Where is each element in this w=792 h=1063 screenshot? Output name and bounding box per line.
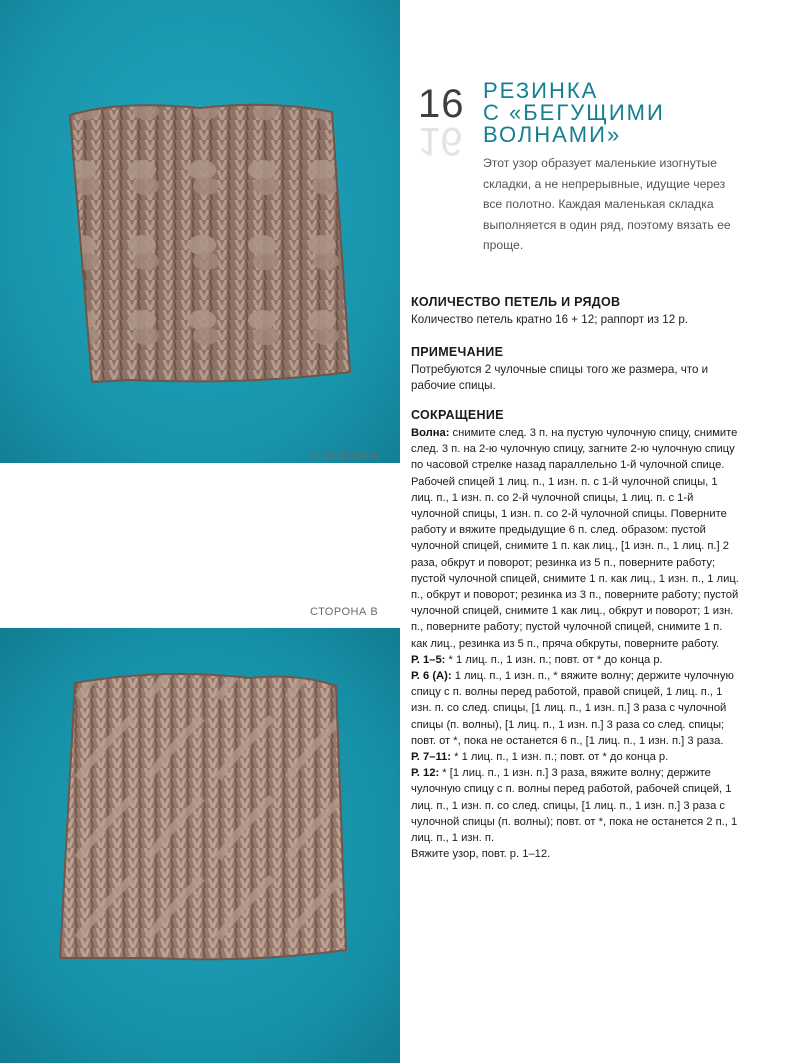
instructions-block (411, 425, 741, 862)
pattern-number: 16 (418, 82, 465, 126)
pattern-title (483, 80, 783, 146)
instruction-text: * 1 лиц. п., 1 изн. п.; повт. от * до конца р. (445, 653, 663, 666)
instruction-wave (411, 425, 741, 652)
note-heading: ПРИМЕЧАНИЕ (411, 345, 504, 359)
pattern-title-line-2: С «БЕГУЩИМИ (483, 100, 665, 125)
swatch-photo-side-a (0, 0, 400, 463)
instruction-rows-7-11 (411, 749, 741, 765)
instruction-label: Р. 7–11: (411, 751, 451, 764)
instruction-rows-1-5 (411, 652, 741, 668)
instruction-text: * 1 лиц. п., 1 изн. п.; повт. от * до конца р. (451, 751, 669, 764)
instruction-label: Р. 1–5: (411, 653, 446, 666)
instruction-text: 1 лиц. п., 1 изн. п., * вяжите волну; держите чулочную спицу с п. волны перед работой, правой спицей, 1 лиц. п., 1 изн. п. со след. спицы, [1 лиц. п., 1 изн. п.] 3 раза с чулочной спицы (п. волны), [1 лиц. п., 1 изн. п.] 3 раза со след. спицы; повт. от *, пока не останется 6 п., [1 лиц. п., 1 изн. п.] 3 раза. (411, 670, 734, 747)
pattern-intro: Этот узор образует маленькие изогнутые складки, а не непрерывные, идущие через все полотно. Каждая маленькая складка выполняется в один ряд, поэтому вязать ее проще. (483, 156, 731, 252)
note-text: Потребуются 2 чулочные спицы того же размера, что и рабочие спицы. (411, 363, 709, 392)
instruction-label: Волна: (411, 427, 450, 439)
knitted-swatch-side-b-image (0, 628, 400, 1063)
instruction-text: Вяжите узор, повт. р. 1–12. (411, 848, 551, 861)
instruction-text: * [1 лиц. п., 1 изн. п.] 3 раза, вяжите волну; держите чулочную спицу с п. волны перед работой, рабочей спицей, 1 лиц. п., 1 изн. п. со след. спицы, [1 лиц. п., 1 изн. п.] 3 раза с чулочной спицы (п. волны); повт. от *, пока не останется 2 п., 1 лиц. п., 1 изн. п. (411, 767, 738, 845)
instruction-text: снимите след. 3 п. на пустую чулочную спицу, снимите след. 3 п. на 2-ю чулочную спицу, загните 2-ю чулочную спицу по часовой стрелке назад параллельно 1-й чулочной спице. Рабочей спицей 1 лиц. п., 1 изн. п. с 1-й чулочной спицы, 1 лиц. п., 1 изн. п. со 2-й чулочной спицы, 1 лиц. п. с 1-й чулочной спицы, 1 изн. п. со 2-й чулочной спицы. Поверните работу и вяжите предыдущие 6 п. след. образом: пустой чулочной спицей, снимите 1 п. как лиц., [1 изн. п., 1 лиц. п.] 2 раза, обкрут и поворот; резинка из 5 п., поверните работу; пустой чулочной спицей, снимите 1 п. как лиц., 1 изн. п., 1 лиц. п., обкрут и поворот; резинка из 3 п., поверните работу; пустой чулочной спицей, снимите 1 как лиц., обкрут и поворот; 1 изн. п., поверните работу; пустой чулочной спицей, снимите 1 п. как лиц., резинка из 5 п., пряча обкруты, поверните работу. (411, 427, 739, 650)
instruction-label: Р. 6 (А): (411, 670, 452, 683)
stitch-count-heading: КОЛИЧЕСТВО ПЕТЕЛЬ И РЯДОВ (411, 295, 621, 309)
instruction-row-12 (411, 765, 741, 846)
swatch-photo-side-b (0, 628, 400, 1063)
pattern-number-reflection: 16 (418, 119, 463, 163)
stitch-count-text: Количество петель кратно 16 + 12; раппорт из 12 р. (411, 313, 689, 326)
side-b-label: СТОРОНА В (310, 606, 379, 618)
instruction-row-6 (411, 668, 741, 749)
instruction-repeat (411, 846, 741, 862)
pattern-title-line-1: РЕЗИНКА (483, 78, 599, 103)
side-a-label: СТОРОНА А (310, 450, 379, 462)
pattern-title-line-3: ВОЛНАМИ» (483, 122, 622, 147)
knitted-swatch-side-a-image (0, 0, 400, 463)
instruction-label: Р. 12: (411, 767, 440, 780)
abbreviation-heading: СОКРАЩЕНИЕ (411, 408, 504, 422)
